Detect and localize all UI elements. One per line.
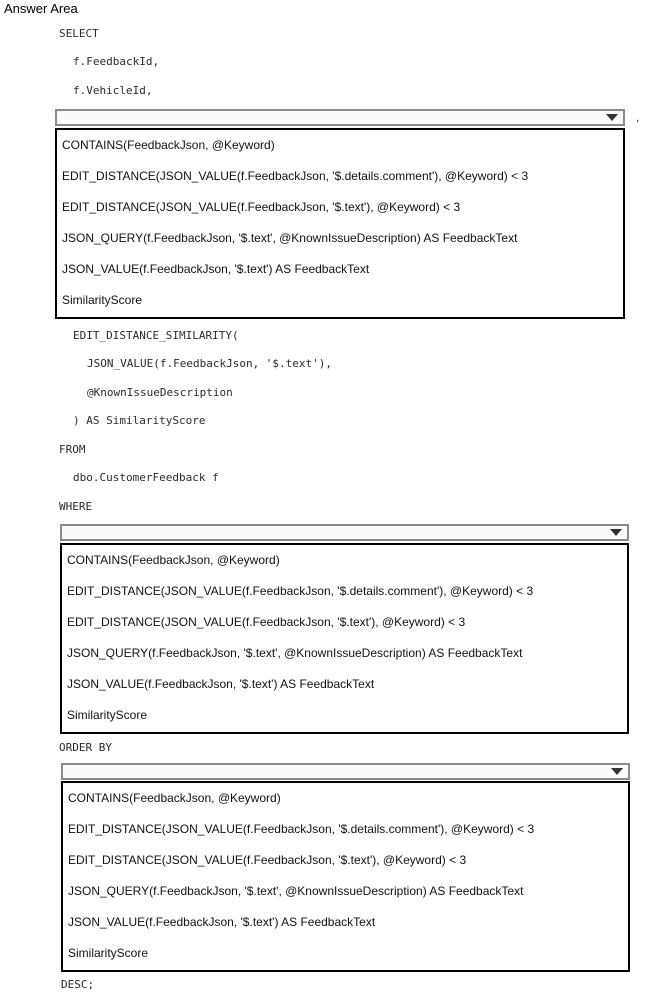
sql-desc-keyword: DESC; — [61, 978, 95, 991]
dropdown-1-option-json-value[interactable]: JSON_VALUE(f.FeedbackJson, '$.text') AS FeedbackText — [62, 262, 370, 276]
dropdown-2-option-json-value[interactable]: JSON_VALUE(f.FeedbackJson, '$.text') AS FeedbackText — [67, 677, 375, 691]
sql-comma: , — [636, 110, 640, 124]
order-by-dropdown[interactable] — [61, 763, 630, 780]
dropdown-3-options — [61, 781, 630, 972]
dropdown-2-options — [60, 543, 629, 734]
sql-edit-distance-similarity: EDIT_DISTANCE_SIMILARITY( — [73, 329, 239, 342]
dropdown-3-option-similarity-score[interactable]: SimilarityScore — [68, 946, 149, 960]
dropdown-3-option-edit-distance-details[interactable]: EDIT_DISTANCE(JSON_VALUE(f.FeedbackJson, '$.details.comment'), @Keyword) < 3 — [68, 822, 535, 836]
dropdown-3-option-edit-distance-text[interactable]: EDIT_DISTANCE(JSON_VALUE(f.FeedbackJson, '$.text'), @Keyword) < 3 — [68, 853, 467, 867]
select-dropdown-1[interactable] — [55, 109, 625, 126]
sql-select-keyword: SELECT — [59, 27, 99, 40]
where-dropdown[interactable] — [60, 524, 629, 541]
chevron-down-icon[interactable] — [603, 112, 621, 123]
dropdown-3-option-json-value[interactable]: JSON_VALUE(f.FeedbackJson, '$.text') AS FeedbackText — [68, 915, 376, 929]
dropdown-1-option-edit-distance-text[interactable]: EDIT_DISTANCE(JSON_VALUE(f.FeedbackJson, '$.text'), @Keyword) < 3 — [62, 200, 461, 214]
dropdown-1-options — [55, 128, 625, 319]
sql-from-keyword: FROM — [59, 443, 86, 456]
sql-as-similarity-score: ) AS SimilarityScore — [73, 414, 206, 427]
dropdown-1-option-edit-distance-details[interactable]: EDIT_DISTANCE(JSON_VALUE(f.FeedbackJson, '$.details.comment'), @Keyword) < 3 — [62, 169, 529, 183]
dropdown-1-option-contains[interactable]: CONTAINS(FeedbackJson, @Keyword) — [62, 138, 275, 152]
sql-table-name: dbo.CustomerFeedback f — [73, 471, 219, 484]
sql-json-value: JSON_VALUE(f.FeedbackJson, '$.text'), — [87, 357, 333, 370]
chevron-down-icon[interactable] — [608, 766, 626, 777]
sql-known-issue-param: @KnownIssueDescription — [87, 386, 233, 399]
dropdown-3-option-contains[interactable]: CONTAINS(FeedbackJson, @Keyword) — [68, 791, 281, 805]
sql-vehicle-id: f.VehicleId, — [73, 84, 153, 97]
dropdown-1-option-json-query[interactable]: JSON_QUERY(f.FeedbackJson, '$.text', @KnownIssueDescription) AS FeedbackText — [62, 231, 518, 245]
dropdown-2-option-json-query[interactable]: JSON_QUERY(f.FeedbackJson, '$.text', @KnownIssueDescription) AS FeedbackText — [67, 646, 523, 660]
chevron-down-icon[interactable] — [607, 527, 625, 538]
dropdown-1-option-similarity-score[interactable]: SimilarityScore — [62, 293, 143, 307]
sql-where-keyword: WHERE — [59, 500, 93, 513]
sql-order-by-keyword: ORDER BY — [59, 741, 112, 754]
dropdown-2-option-edit-distance-text[interactable]: EDIT_DISTANCE(JSON_VALUE(f.FeedbackJson, '$.text'), @Keyword) < 3 — [67, 615, 466, 629]
dropdown-2-option-contains[interactable]: CONTAINS(FeedbackJson, @Keyword) — [67, 553, 280, 567]
dropdown-3-option-json-query[interactable]: JSON_QUERY(f.FeedbackJson, '$.text', @KnownIssueDescription) AS FeedbackText — [68, 884, 524, 898]
dropdown-2-option-edit-distance-details[interactable]: EDIT_DISTANCE(JSON_VALUE(f.FeedbackJson, '$.details.comment'), @Keyword) < 3 — [67, 584, 534, 598]
sql-feedback-id: f.FeedbackId, — [73, 55, 160, 68]
answer-area-title: Answer Area — [4, 1, 78, 16]
dropdown-2-option-similarity-score[interactable]: SimilarityScore — [67, 708, 148, 722]
